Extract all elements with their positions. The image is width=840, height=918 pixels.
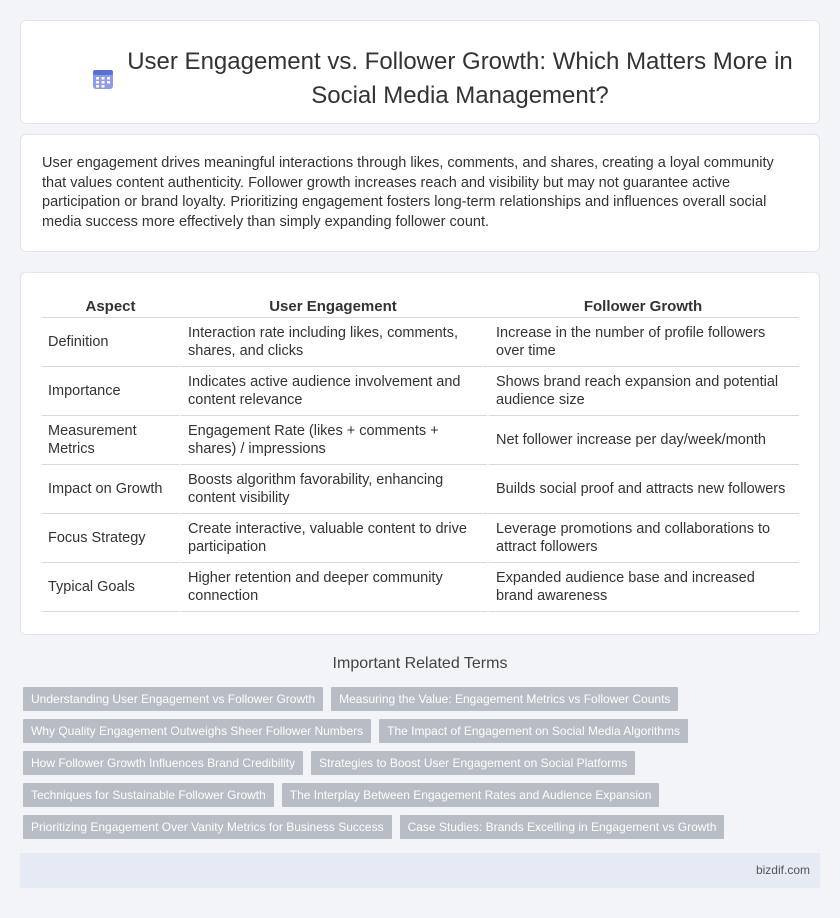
title-card (20, 20, 820, 124)
table-row (42, 563, 799, 612)
table-cell-follower-growth: Leverage promotions and collaborations to attract followers (487, 514, 799, 563)
table-cell-aspect: Impact on Growth (42, 465, 179, 514)
comparison-table (42, 296, 799, 612)
table-cell-aspect: Typical Goals (42, 563, 179, 612)
column-header-aspect: Aspect (42, 296, 179, 318)
related-term-link[interactable]: Why Quality Engagement Outweighs Sheer Follower Numbers (23, 719, 371, 743)
table-cell-follower-growth: Increase in the number of profile followers over time (487, 318, 799, 367)
tag-row (23, 719, 783, 743)
table-row (42, 367, 799, 416)
table-cell-aspect: Definition (42, 318, 179, 367)
table-cell-user-engagement: Interaction rate including likes, comments, shares, and clicks (179, 318, 487, 367)
related-terms-heading: Important Related Terms (332, 655, 508, 672)
table-cell-aspect: Measurement Metrics (42, 416, 179, 465)
related-term-link[interactable]: Case Studies: Brands Excelling in Engagement vs Growth (400, 815, 725, 839)
table-cell-aspect: Focus Strategy (42, 514, 179, 563)
tag-row (23, 751, 783, 775)
table-cell-follower-growth: Shows brand reach expansion and potential audience size (487, 367, 799, 416)
intro-card (20, 134, 820, 252)
table-header-row (42, 296, 799, 318)
related-term-link[interactable]: Measuring the Value: Engagement Metrics vs Follower Counts (331, 687, 678, 711)
related-term-link[interactable]: How Follower Growth Influences Brand Credibility (23, 751, 303, 775)
table-cell-user-engagement: Create interactive, valuable content to drive participation (179, 514, 487, 563)
table-row (42, 465, 799, 514)
table-cell-user-engagement: Higher retention and deeper community connection (179, 563, 487, 612)
site-link[interactable]: bizdif.com (755, 863, 810, 877)
table-cell-user-engagement: Indicates active audience involvement and content relevance (179, 367, 487, 416)
table-cell-user-engagement: Boosts algorithm favorability, enhancing content visibility (179, 465, 487, 514)
tag-row (23, 687, 783, 711)
table-cell-follower-growth: Builds social proof and attracts new followers (487, 465, 799, 514)
related-term-link[interactable]: Strategies to Boost User Engagement on Social Platforms (311, 751, 635, 775)
footer (20, 853, 820, 888)
related-terms-list (23, 687, 783, 847)
page-title: User Engagement vs. Follower Growth: Which Matters More in Social Media Management? (127, 48, 793, 109)
related-term-link[interactable]: The Impact of Engagement on Social Media Algorithms (379, 719, 688, 743)
table-row (42, 514, 799, 563)
tag-row (23, 815, 783, 839)
column-header-user-engagement: User Engagement (179, 296, 487, 318)
intro-paragraph: User engagement drives meaningful interactions through likes, comments, and shares, creating a loyal community that values content authenticity. Follower growth increases reach and visibility but may not guarantee active participation or brand loyalty. Prioritizing engagement fosters long-term relationships and influences overall social media success more effectively than simply expanding follower count. (42, 155, 774, 230)
related-term-link[interactable]: Techniques for Sustainable Follower Growth (23, 783, 274, 807)
table-row (42, 416, 799, 465)
related-term-link[interactable]: Understanding User Engagement vs Follower Growth (23, 687, 323, 711)
table-cell-follower-growth: Net follower increase per day/week/month (487, 416, 799, 465)
table-cell-aspect: Importance (42, 367, 179, 416)
tag-row (23, 783, 783, 807)
comparison-card (20, 272, 820, 635)
table-cell-user-engagement: Engagement Rate (likes + comments + shares) / impressions (179, 416, 487, 465)
table-cell-follower-growth: Expanded audience base and increased brand awareness (487, 563, 799, 612)
related-term-link[interactable]: The Interplay Between Engagement Rates and Audience Expansion (282, 783, 660, 807)
table-row (42, 318, 799, 367)
related-term-link[interactable]: Prioritizing Engagement Over Vanity Metrics for Business Success (23, 815, 392, 839)
column-header-follower-growth: Follower Growth (487, 296, 799, 318)
